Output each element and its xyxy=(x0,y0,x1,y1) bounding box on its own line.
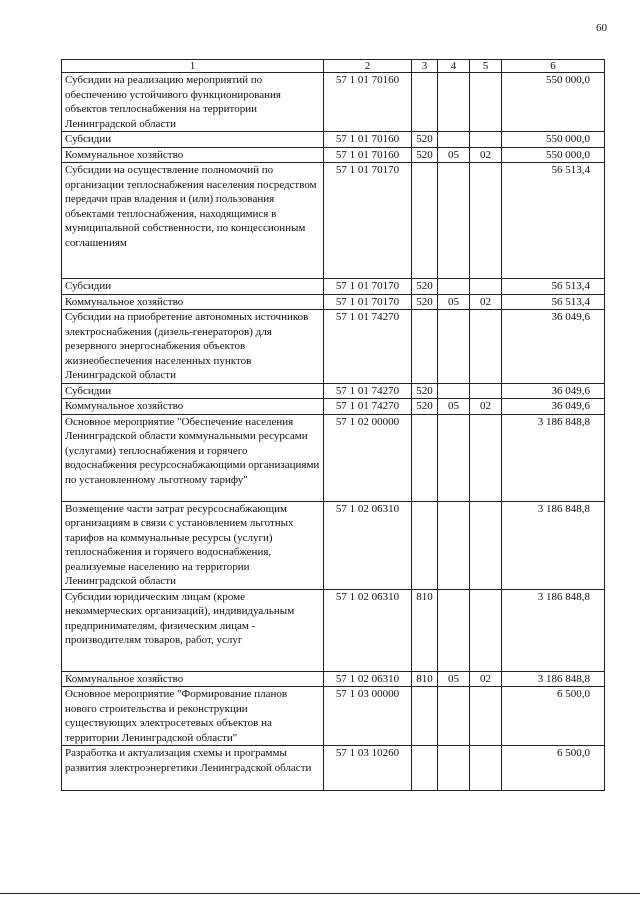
header-cell: 2 xyxy=(324,60,412,73)
cell-c3: 520 xyxy=(412,132,438,148)
cell-c5 xyxy=(470,414,502,501)
cell-code: 57 1 01 70170 xyxy=(324,279,412,295)
page-number: 60 xyxy=(596,22,607,34)
cell-name: Разработка и актуализация схемы и программы развития электроэнергетики Ленинградской области xyxy=(62,746,324,791)
cell-c3: 810 xyxy=(412,589,438,671)
cell-c3: 520 xyxy=(412,399,438,415)
cell-c4: 05 xyxy=(438,399,470,415)
table-row xyxy=(62,671,605,687)
cell-name: Коммунальное хозяйство xyxy=(62,147,324,163)
header-cell: 6 xyxy=(502,60,605,73)
cell-amount: 550 000,0 xyxy=(502,147,605,163)
cell-code: 57 1 01 74270 xyxy=(324,310,412,384)
cell-amount: 6 500,0 xyxy=(502,687,605,746)
cell-c4: 05 xyxy=(438,671,470,687)
cell-c3: 520 xyxy=(412,279,438,295)
cell-name: Возмещение части затрат ресурсоснабжающим организациям в связи с установлением льготных тарифов на коммунальные ресурсы (услуги) теплоснабжения и горячего водоснабжения, реализуемые населению на территории Ленинградской области xyxy=(62,501,324,589)
cell-code: 57 1 01 70160 xyxy=(324,147,412,163)
cell-c3: 520 xyxy=(412,294,438,310)
cell-c3: 520 xyxy=(412,147,438,163)
cell-amount: 3 186 848,8 xyxy=(502,589,605,671)
cell-amount: 36 049,6 xyxy=(502,310,605,384)
table-row xyxy=(62,501,605,589)
cell-c5: 02 xyxy=(470,147,502,163)
cell-c3: 810 xyxy=(412,671,438,687)
cell-amount: 6 500,0 xyxy=(502,746,605,791)
cell-c4 xyxy=(438,279,470,295)
cell-c5: 02 xyxy=(470,294,502,310)
cell-c5: 02 xyxy=(470,671,502,687)
cell-name: Субсидии xyxy=(62,132,324,148)
cell-code: 57 1 02 00000 xyxy=(324,414,412,501)
cell-c5 xyxy=(470,73,502,132)
cell-name: Субсидии на приобретение автономных источников электроснабжения (дизель-генераторов) для резервного энергоснабжения объектов жизнеобеспечения населенных пунктов Ленинградской области xyxy=(62,310,324,384)
cell-amount: 3 186 848,8 xyxy=(502,501,605,589)
cell-name: Коммунальное хозяйство xyxy=(62,294,324,310)
cell-c4 xyxy=(438,746,470,791)
cell-code: 57 1 03 00000 xyxy=(324,687,412,746)
table-body xyxy=(62,73,605,791)
cell-code: 57 1 02 06310 xyxy=(324,671,412,687)
cell-c3 xyxy=(412,73,438,132)
cell-c4 xyxy=(438,687,470,746)
table-row xyxy=(62,294,605,310)
cell-c5 xyxy=(470,589,502,671)
cell-name: Основное мероприятие "Обеспечение населения Ленинградской области коммунальными ресурсами (услугами) теплоснабжения и горячего водоснабжения ресурсоснабжающими организациями по установленному льготному тарифу" xyxy=(62,414,324,501)
cell-code: 57 1 01 74270 xyxy=(324,383,412,399)
table-row xyxy=(62,746,605,791)
cell-c3: 520 xyxy=(412,383,438,399)
cell-c5 xyxy=(470,279,502,295)
cell-amount: 550 000,0 xyxy=(502,132,605,148)
cell-c4 xyxy=(438,73,470,132)
cell-amount: 56 513,4 xyxy=(502,294,605,310)
cell-c5 xyxy=(470,383,502,399)
cell-c5 xyxy=(470,310,502,384)
table-row xyxy=(62,73,605,132)
table-row xyxy=(62,147,605,163)
table-row xyxy=(62,414,605,501)
cell-code: 57 1 01 70160 xyxy=(324,73,412,132)
cell-c3 xyxy=(412,310,438,384)
cell-c5 xyxy=(470,746,502,791)
cell-c4: 05 xyxy=(438,147,470,163)
cell-c4 xyxy=(438,383,470,399)
cell-c4: 05 xyxy=(438,294,470,310)
budget-table xyxy=(61,59,605,791)
cell-c4 xyxy=(438,414,470,501)
table-row xyxy=(62,399,605,415)
footer-divider xyxy=(0,893,640,894)
cell-c5 xyxy=(470,501,502,589)
table-header-row xyxy=(62,60,605,73)
cell-name: Субсидии юридическим лицам (кроме некоммерческих организаций), индивидуальным предпринимателям, физическим лицам - производителям товаров, работ, услуг xyxy=(62,589,324,671)
cell-amount: 3 186 848,8 xyxy=(502,414,605,501)
cell-code: 57 1 01 70170 xyxy=(324,294,412,310)
header-cell: 5 xyxy=(470,60,502,73)
cell-amount: 3 186 848,8 xyxy=(502,671,605,687)
cell-c4 xyxy=(438,589,470,671)
cell-amount: 36 049,6 xyxy=(502,383,605,399)
cell-amount: 550 000,0 xyxy=(502,73,605,132)
cell-c3 xyxy=(412,746,438,791)
table-row xyxy=(62,163,605,279)
cell-c4 xyxy=(438,310,470,384)
table-row xyxy=(62,132,605,148)
cell-c4 xyxy=(438,163,470,279)
cell-c3 xyxy=(412,414,438,501)
cell-code: 57 1 02 06310 xyxy=(324,501,412,589)
cell-c4 xyxy=(438,132,470,148)
table-row xyxy=(62,310,605,384)
cell-code: 57 1 01 70160 xyxy=(324,132,412,148)
cell-name: Субсидии на осуществление полномочий по организации теплоснабжения населения посредством передачи прав владения и (или) пользования объектами теплоснабжения, находящимися в муниципальной собственности, по концессионным соглашениям xyxy=(62,163,324,279)
cell-code: 57 1 01 74270 xyxy=(324,399,412,415)
table-row xyxy=(62,687,605,746)
cell-c5 xyxy=(470,687,502,746)
cell-c4 xyxy=(438,501,470,589)
table-row xyxy=(62,279,605,295)
cell-name: Основное мероприятие "Формирование планов нового строительства и реконструкции существующих электросетевых объектов на территории Ленинградской области" xyxy=(62,687,324,746)
header-cell: 4 xyxy=(438,60,470,73)
cell-c5 xyxy=(470,132,502,148)
cell-c3 xyxy=(412,687,438,746)
cell-amount: 56 513,4 xyxy=(502,279,605,295)
cell-c5: 02 xyxy=(470,399,502,415)
table-row xyxy=(62,589,605,671)
cell-c3 xyxy=(412,501,438,589)
cell-c3 xyxy=(412,163,438,279)
cell-name: Коммунальное хозяйство xyxy=(62,671,324,687)
table-row xyxy=(62,383,605,399)
cell-amount: 36 049,6 xyxy=(502,399,605,415)
cell-code: 57 1 03 10260 xyxy=(324,746,412,791)
cell-name: Коммунальное хозяйство xyxy=(62,399,324,415)
cell-name: Субсидии xyxy=(62,383,324,399)
header-cell: 1 xyxy=(62,60,324,73)
cell-name: Субсидии на реализацию мероприятий по обеспечению устойчивого функционирования объектов теплоснабжения на территории Ленинградской области xyxy=(62,73,324,132)
cell-c5 xyxy=(470,163,502,279)
cell-code: 57 1 01 70170 xyxy=(324,163,412,279)
cell-code: 57 1 02 06310 xyxy=(324,589,412,671)
header-cell: 3 xyxy=(412,60,438,73)
cell-amount: 56 513,4 xyxy=(502,163,605,279)
cell-name: Субсидии xyxy=(62,279,324,295)
